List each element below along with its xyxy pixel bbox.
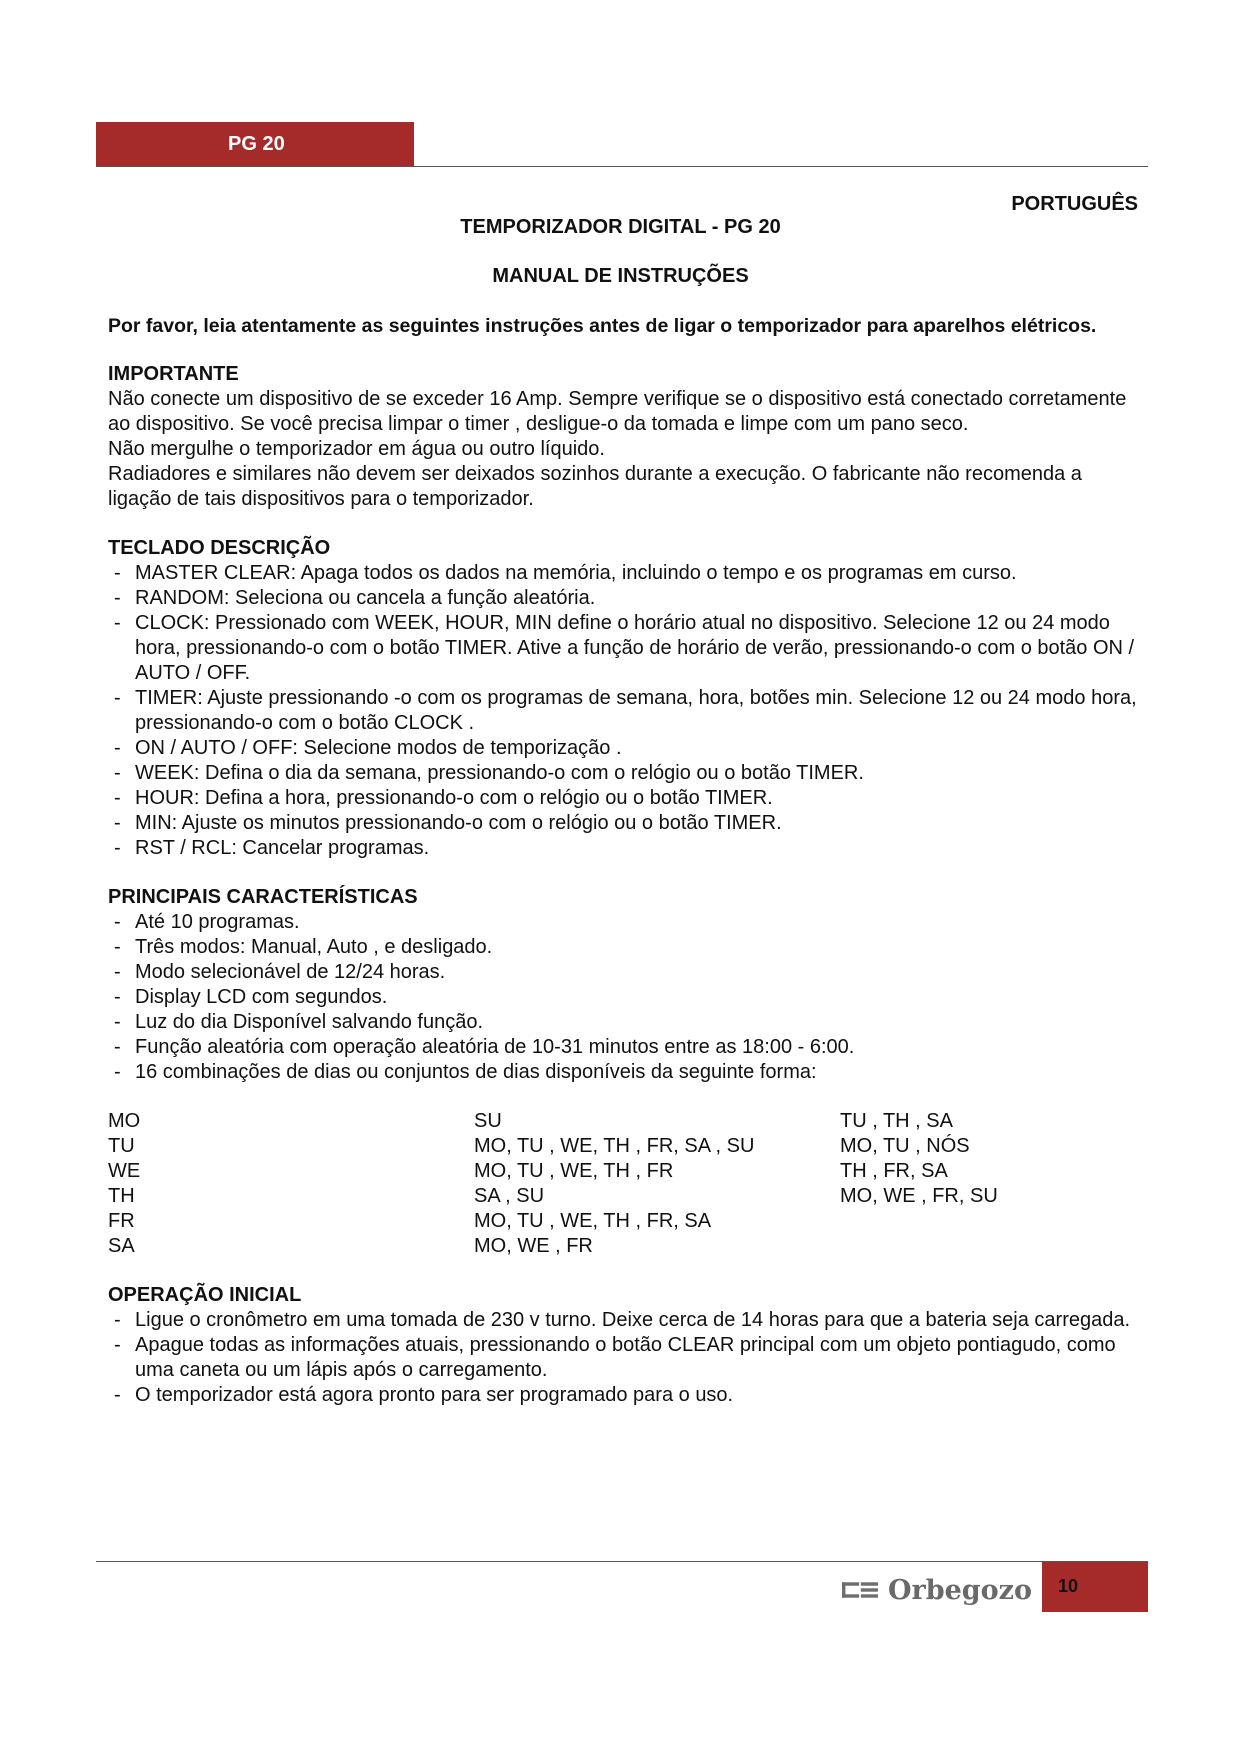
intro-text: Por favor, leia atentamente as seguintes instruções antes de ligar o temporizador para aparelhos elétricos.	[108, 315, 1097, 337]
list-item: - Luz do dia Disponível salvando função.	[108, 1010, 1148, 1035]
document-title: TEMPORIZADOR DIGITAL - PG 20	[460, 216, 781, 238]
features-heading: PRINCIPAIS CARACTERÍSTICAS	[108, 886, 418, 908]
day-cell: SA , SU	[474, 1185, 545, 1207]
list-item: - 16 combinações de dias ou conjuntos de dias disponíveis da seguinte forma:	[108, 1060, 1148, 1085]
manual-content	[108, 362, 1148, 1408]
day-cell: WE	[108, 1160, 141, 1182]
day-cell: TH	[108, 1185, 135, 1207]
list-item: - Ligue o cronômetro em uma tomada de 230 v turno. Deixe cerca de 14 horas para que a bateria seja carregada.	[108, 1308, 1148, 1333]
day-column	[840, 1109, 998, 1259]
important-paragraph: Não mergulhe o temporizador em água ou outro líquido.	[108, 438, 605, 460]
initial-operation-section	[108, 1283, 1148, 1408]
important-heading: IMPORTANTE	[108, 363, 239, 385]
page-number: 10	[1042, 1562, 1148, 1612]
features-list	[108, 910, 1148, 1085]
list-item: - Modo selecionável de 12/24 horas.	[108, 960, 1148, 985]
list-item: - Até 10 programas.	[108, 910, 1148, 935]
day-cell: MO, TU , WE, TH , FR, SA	[474, 1210, 712, 1232]
day-cell: TH , FR, SA	[840, 1160, 948, 1182]
day-cell: MO, WE , FR, SU	[840, 1185, 998, 1207]
header-rule	[96, 166, 1148, 167]
list-item: - TIMER: Ajuste pressionando -o com os programas de semana, hora, botões min. Selecione 12 ou 24 modo hora, pressionando-o com o botão CLOCK .	[108, 686, 1148, 736]
list-item: - MASTER CLEAR: Apaga todos os dados na memória, incluindo o tempo e os programas em curso.	[108, 561, 1148, 586]
list-item: - ON / AUTO / OFF: Selecione modos de temporização .	[108, 736, 1148, 761]
day-combinations-table	[108, 1109, 1148, 1259]
important-paragraph: Radiadores e similares não devem ser deixados sozinhos durante a execução. O fabricante não recomenda a ligação de tais dispositivos para o temporizador.	[108, 463, 1082, 510]
list-item: - MIN: Ajuste os minutos pressionando-o com o relógio ou o botão TIMER.	[108, 811, 1148, 836]
important-paragraph: Não conecte um dispositivo de se exceder 16 Amp. Sempre verifique se o dispositivo está conectado corretamente ao dispositivo. Se você precisa limpar o timer , desligue-o da tomada e limpe com um pano seco.	[108, 388, 1127, 435]
list-item: - CLOCK: Pressionado com WEEK, HOUR, MIN define o horário atual no dispositivo. Selecione 12 ou 24 modo hora, pressionando-o com o botão TIMER. Ative a função de horário de verão, pressionando-o com o botão ON / AUTO / OFF.	[108, 611, 1148, 686]
brand-mark-icon	[842, 1579, 878, 1601]
brand-name: Orbegozo	[887, 1574, 1032, 1606]
initial-operation-heading: OPERAÇÃO INICIAL	[108, 1284, 302, 1306]
keyboard-heading: TECLADO DESCRIÇÃO	[108, 537, 331, 559]
day-column	[108, 1109, 474, 1259]
list-item: - O temporizador está agora pronto para ser programado para o uso.	[108, 1383, 1148, 1408]
features-section	[108, 885, 1148, 1085]
day-cell: MO, WE , FR	[474, 1235, 593, 1257]
keyboard-section	[108, 536, 1148, 861]
document-subtitle: MANUAL DE INSTRUÇÕES	[492, 265, 749, 287]
day-cell: SU	[474, 1110, 502, 1132]
footer-rule	[96, 1561, 1148, 1562]
day-cell: SA	[108, 1235, 135, 1257]
list-item: - RANDOM: Seleciona ou cancela a função aleatória.	[108, 586, 1148, 611]
language-label: PORTUGUÊS	[1011, 193, 1138, 215]
list-item: - Três modos: Manual, Auto , e desligado.	[108, 935, 1148, 960]
keyboard-list	[108, 561, 1148, 861]
list-item: - Apague todas as informações atuais, pressionando o botão CLEAR principal com um objeto pontiagudo, como uma caneta ou um lápis após o carregamento.	[108, 1333, 1148, 1383]
day-cell: TU , TH , SA	[840, 1110, 953, 1132]
day-cell: MO, TU , NÓS	[840, 1135, 970, 1157]
day-cell: FR	[108, 1210, 135, 1232]
initial-operation-list	[108, 1308, 1148, 1408]
day-cell: MO, TU , WE, TH , FR, SA , SU	[474, 1135, 755, 1157]
day-cell: MO	[108, 1110, 141, 1132]
list-item: - WEEK: Defina o dia da semana, pressionando-o com o relógio ou o botão TIMER.	[108, 761, 1148, 786]
list-item: - RST / RCL: Cancelar programas.	[108, 836, 1148, 861]
day-column	[474, 1109, 840, 1259]
day-cell: TU	[108, 1135, 135, 1157]
model-tab: PG 20	[96, 122, 414, 166]
list-item: - Display LCD com segundos.	[108, 985, 1148, 1010]
list-item: - HOUR: Defina a hora, pressionando-o com o relógio ou o botão TIMER.	[108, 786, 1148, 811]
day-cell: MO, TU , WE, TH , FR	[474, 1160, 674, 1182]
list-item: - Função aleatória com operação aleatória de 10-31 minutos entre as 18:00 - 6:00.	[108, 1035, 1148, 1060]
brand-logo	[842, 1568, 1032, 1612]
important-section	[108, 362, 1148, 512]
